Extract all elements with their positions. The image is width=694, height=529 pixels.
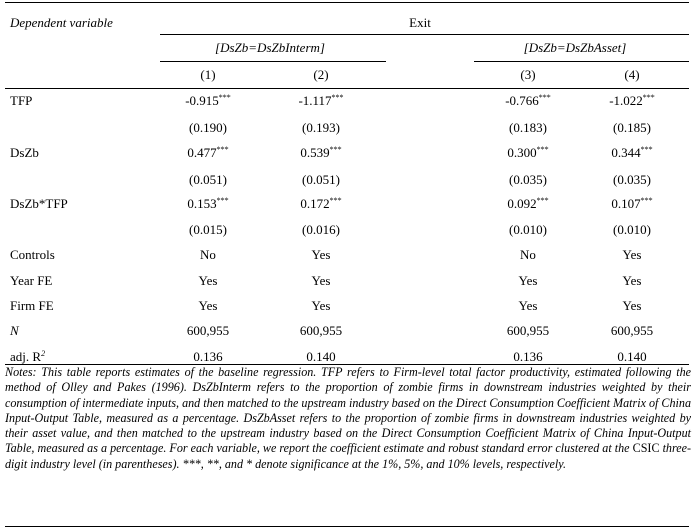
cell-value: 0.344 [611,145,641,160]
cell-value: 0.539 [300,145,330,160]
notes-text-part-1: Notes: This table reports estimates of the baseline regression. TFP refers to Firm-level total factor productivity, estimated following the method of Olley and Pakes (1996). DsZbInterm refers to the proportion of zombie firms in downstream industries weighted by their consumption of intermediate inputs, and then matched to the upstream industry based on the Direct Consumption Coefficient Matrix of China Input-Output Table, measured as a percentage. DsZbAsset refers to the proportion of zombie firms in downstream industries weighted by their asset value, and then matched to the upstream industry based on the Direct Consumption Coefficient Matrix of China Input-Output Table, measured as a percentage. For each variable, we report the coefficient estimate and robust standard error clustered at the [5,365,691,456]
significance-stars: *** [538,93,551,102]
row-label-text: DsZb [10,145,39,160]
group-underline-interm [160,61,386,62]
row-label [10,273,52,289]
cell-value: 0.477 [187,145,217,160]
table-cell [262,196,380,212]
table-cell [470,323,586,339]
row-label [10,196,68,212]
cell-value: (0.035) [613,172,651,187]
table-cell [584,93,680,109]
table-cell [584,120,680,136]
table-cell [470,120,586,136]
table-cell [160,222,256,238]
cell-value: (0.051) [189,172,227,187]
row-label-superscript: 2 [41,349,46,358]
table-cell [160,120,256,136]
table-cell [262,172,380,188]
cell-value: (0.010) [613,222,651,237]
cell-value: (0.183) [509,120,547,135]
cell-value: -0.915 [185,93,219,108]
significance-stars: *** [216,145,229,154]
table-cell [584,247,680,263]
table-cell [262,273,380,289]
table-cell [160,298,256,314]
exit-underline [160,34,689,35]
table-cell [160,172,256,188]
row-label-text: Year FE [10,273,53,288]
cell-value: 0.140 [617,349,647,364]
notes-text-part-2: three-digit industry level (in parentheses). ***, **, and * denote significance at the 1%, 5%, and 10% levels, respectively. [5,441,692,471]
exit-header: Exit [409,15,431,30]
cell-value: Yes [198,298,218,313]
significance-stars: *** [536,196,549,205]
table-cell [160,145,256,161]
row-label [10,93,32,109]
significance-stars: *** [329,196,342,205]
table-cell [470,273,586,289]
column-number-4: (4) [624,67,640,82]
significance-stars: *** [331,93,344,102]
cell-value: Yes [518,273,538,288]
cell-value: -1.117 [298,93,332,108]
table-cell [584,349,680,365]
header-rule [5,88,689,89]
cell-value: 0.107 [611,196,641,211]
table-cell [470,349,586,365]
table-cell [160,247,256,263]
table-cell [470,172,586,188]
significance-stars: *** [640,145,653,154]
cell-value: (0.185) [613,120,651,135]
table-cell [262,93,380,109]
significance-stars: *** [218,93,231,102]
cell-value: Yes [311,273,331,288]
notes-csic: CSIC [632,441,660,456]
cell-value: (0.016) [302,222,340,237]
group-header-asset: [DsZb=DsZbAsset] [523,40,627,55]
row-label-text: TFP [10,93,33,108]
table-cell [584,323,680,339]
table-cell [160,196,256,212]
cell-value: Yes [518,298,538,313]
table-cell [584,196,680,212]
cell-value: 600,955 [610,323,654,338]
table-cell [584,145,680,161]
table-cell [262,323,380,339]
table-cell [470,247,586,263]
column-number-3: (3) [520,67,536,82]
cell-value: (0.010) [509,222,547,237]
cell-value: 0.153 [187,196,217,211]
table-cell [262,222,380,238]
cell-value: Yes [622,298,642,313]
notes-bottom-rule [5,526,689,527]
table-cell [262,247,380,263]
cell-value: (0.193) [302,120,340,135]
significance-stars: *** [536,145,549,154]
table-cell [584,222,680,238]
table-cell [160,323,256,339]
row-label-text: adj. R [10,349,42,364]
cell-value: 0.136 [513,349,543,364]
table-notes [5,365,691,472]
table-cell [160,349,256,365]
cell-value: 600,955 [299,323,343,338]
column-number-2: (2) [313,67,329,82]
cell-value: 0.140 [306,349,336,364]
cell-value: Yes [198,273,218,288]
significance-stars: *** [216,196,229,205]
table-cell [470,93,586,109]
cell-value: Yes [622,273,642,288]
table-cell [262,349,380,365]
significance-stars: *** [329,145,342,154]
table-cell [584,172,680,188]
row-label [10,323,19,339]
table-cell [584,298,680,314]
cell-value: 0.172 [300,196,330,211]
group-header-interm: [DsZb=DsZbInterm] [215,40,325,55]
significance-stars: *** [640,196,653,205]
table-cell [262,120,380,136]
table-cell [262,145,380,161]
cell-value: Yes [622,247,642,262]
cell-value: 600,955 [506,323,550,338]
cell-value: 0.300 [507,145,537,160]
row-label [10,298,54,314]
row-label-text: Firm FE [10,298,54,313]
dependent-variable-label: Dependent variable [10,15,113,30]
row-label [10,349,45,365]
table-cell [470,298,586,314]
table-cell [160,93,256,109]
cell-value: No [520,247,536,262]
group-underline-asset [474,61,689,62]
cell-value: -1.022 [609,93,643,108]
table-cell [470,222,586,238]
table-cell [584,273,680,289]
row-label-text: DsZb*TFP [10,196,68,211]
table-cell [470,145,586,161]
row-label [10,247,55,263]
cell-value: 0.136 [193,349,223,364]
column-number-1: (1) [200,67,216,82]
table-cell [470,196,586,212]
cell-value: Yes [311,247,331,262]
row-label-text: N [10,323,19,338]
row-label-text: Controls [10,247,55,262]
cell-value: (0.015) [189,222,227,237]
significance-stars: *** [642,93,655,102]
row-label [10,145,39,161]
cell-value: (0.190) [189,120,227,135]
cell-value: No [200,247,216,262]
cell-value: Yes [311,298,331,313]
top-rule [5,2,689,3]
cell-value: (0.035) [509,172,547,187]
cell-value: (0.051) [302,172,340,187]
cell-value: 600,955 [186,323,230,338]
cell-value: -0.766 [505,93,539,108]
cell-value: 0.092 [507,196,537,211]
table-cell [262,298,380,314]
table-cell [160,273,256,289]
